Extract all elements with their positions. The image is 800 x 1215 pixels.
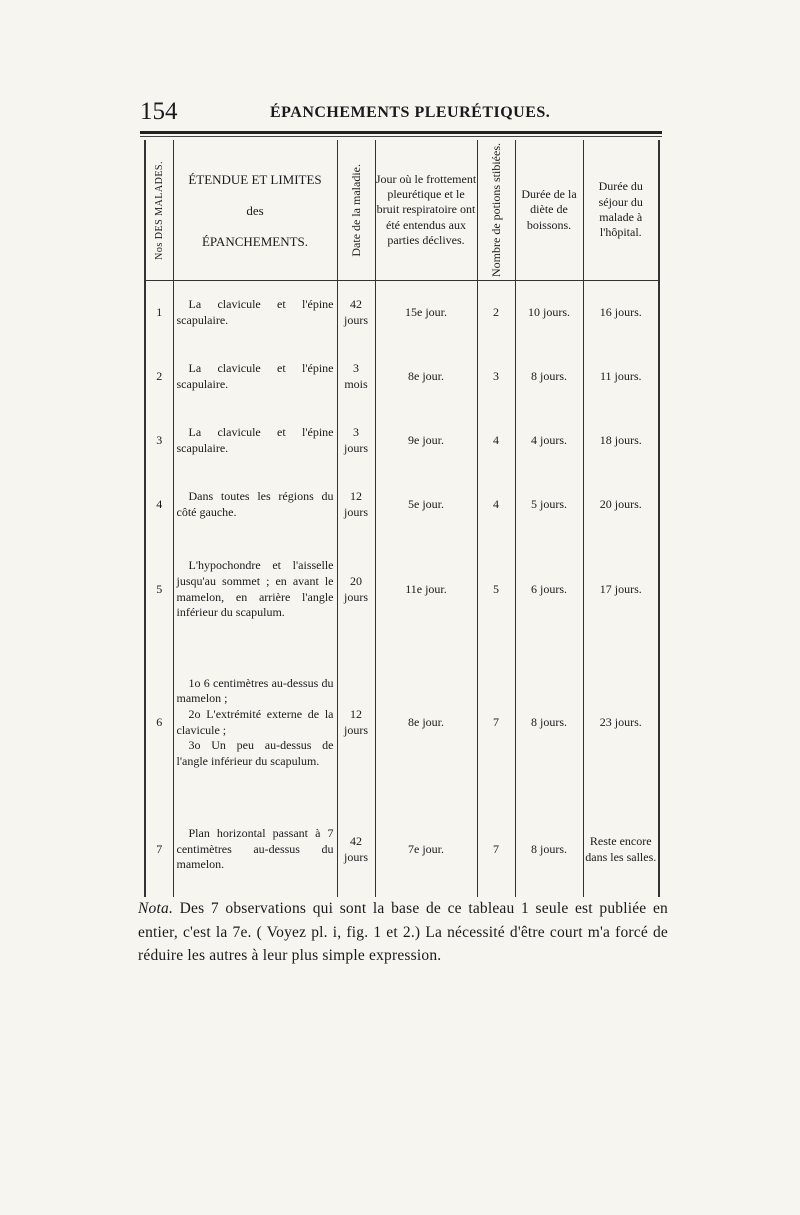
table-row bbox=[145, 409, 659, 473]
row-number: 4 bbox=[156, 497, 163, 511]
row-extent: L'hypochondre et l'aisselle jusqu'au sommet ; en avant le mamelon, en arrière l'angle inférieur du scapulum. bbox=[173, 537, 337, 643]
row-number: 6 bbox=[156, 715, 163, 729]
row-friction: 11e jour. bbox=[375, 537, 477, 643]
row-number: 3 bbox=[156, 433, 163, 447]
row-diet: 8 jours. bbox=[515, 345, 583, 409]
row-stay: 23 jours. bbox=[583, 643, 659, 803]
header-extent-line2: des bbox=[246, 202, 264, 218]
row-diet: 10 jours. bbox=[515, 281, 583, 345]
row-friction: 8e jour. bbox=[375, 345, 477, 409]
page-header bbox=[140, 98, 660, 128]
row-potions: 5 bbox=[477, 537, 515, 643]
header-number: Nos DES MALADES. bbox=[145, 140, 173, 281]
row-friction: 15e jour. bbox=[375, 281, 477, 345]
nota-label: Nota. bbox=[138, 900, 174, 917]
row-potions: 7 bbox=[477, 643, 515, 803]
header-extent bbox=[173, 140, 337, 281]
table-row bbox=[145, 345, 659, 409]
row-friction: 5e jour. bbox=[375, 473, 477, 537]
header-extent-line3: ÉPANCHEMENTS. bbox=[201, 233, 309, 249]
row-potions: 2 bbox=[477, 281, 515, 345]
row-date: 12 jours bbox=[337, 643, 375, 803]
row-extent: 1o 6 centimètres au-dessus du mamelon ; 2o L'extrémité externe de la clavicule ; 3o Un peu au-dessus de l'angle inférieur du scapulum. bbox=[173, 643, 337, 803]
row-potions: 7 bbox=[477, 803, 515, 897]
row-stay: Reste encore dans les salles. bbox=[583, 803, 659, 897]
running-title: ÉPANCHEMENTS PLEURÉTIQUES. bbox=[270, 104, 551, 121]
row-potions: 4 bbox=[477, 409, 515, 473]
row-number: 2 bbox=[156, 369, 163, 383]
row-diet: 4 jours. bbox=[515, 409, 583, 473]
row-friction: 8e jour. bbox=[375, 643, 477, 803]
row-date: 20 jours bbox=[337, 537, 375, 643]
row-stay: 11 jours. bbox=[583, 345, 659, 409]
table-row bbox=[145, 473, 659, 537]
nota-paragraph bbox=[138, 897, 668, 968]
results-table-wrapper bbox=[144, 140, 658, 897]
row-potions: 4 bbox=[477, 473, 515, 537]
row-friction: 9e jour. bbox=[375, 409, 477, 473]
header-potions: Nombre de potions stibiées. bbox=[477, 140, 515, 281]
row-date: 42 jours bbox=[337, 281, 375, 345]
row-diet: 5 jours. bbox=[515, 473, 583, 537]
results-table bbox=[144, 140, 660, 897]
nota-text: Des 7 observations qui sont la base de ce tableau 1 seule est publiée en entier, c'est la 7e. ( Voyez pl. i, fig. 1 et 2.) La nécessité d'être court m'a forcé de réduire les autres à leur plus simple expression. bbox=[138, 900, 668, 965]
table-header-row bbox=[145, 140, 659, 281]
table-row bbox=[145, 643, 659, 803]
row-number: 7 bbox=[156, 842, 163, 856]
table-row bbox=[145, 281, 659, 345]
header-rule-thin bbox=[140, 136, 662, 137]
page-number: 154 bbox=[140, 98, 178, 125]
row-extent: La clavicule et l'épine scapulaire. bbox=[173, 409, 337, 473]
table-row bbox=[145, 537, 659, 643]
header-friction: Jour où le frottement pleurétique et le bruit respiratoire ont été entendus aux parties déclives. bbox=[375, 140, 477, 281]
header-stay: Durée du séjour du malade à l'hôpital. bbox=[583, 140, 659, 281]
row-potions: 3 bbox=[477, 345, 515, 409]
row-diet: 8 jours. bbox=[515, 803, 583, 897]
row-number: 1 bbox=[156, 305, 163, 320]
row-stay: 17 jours. bbox=[583, 537, 659, 643]
row-friction: 7e jour. bbox=[375, 803, 477, 897]
row-extent: Plan horizontal passant à 7 centimètres au-dessus du mamelon. bbox=[173, 803, 337, 897]
row-stay: 20 jours. bbox=[583, 473, 659, 537]
row-stay: 18 jours. bbox=[583, 409, 659, 473]
row-date: 3 mois bbox=[337, 345, 375, 409]
row-date: 42 jours bbox=[337, 803, 375, 897]
row-stay: 16 jours. bbox=[583, 281, 659, 345]
row-date: 3 jours bbox=[337, 409, 375, 473]
row-number: 5 bbox=[156, 582, 163, 596]
table-row bbox=[145, 803, 659, 897]
header-extent-line1: ÉTENDUE ET LIMITES bbox=[188, 171, 322, 187]
header-date: Date de la maladie. bbox=[337, 140, 375, 281]
row-extent: La clavicule et l'épine scapulaire. bbox=[173, 281, 337, 345]
row-extent: Dans toutes les régions du côté gauche. bbox=[173, 473, 337, 537]
row-date: 12 jours bbox=[337, 473, 375, 537]
header-rule-thick bbox=[140, 131, 662, 134]
row-extent: La clavicule et l'épine scapulaire. bbox=[173, 345, 337, 409]
header-diet: Durée de la diète de boissons. bbox=[515, 140, 583, 281]
row-diet: 6 jours. bbox=[515, 537, 583, 643]
row-diet: 8 jours. bbox=[515, 643, 583, 803]
